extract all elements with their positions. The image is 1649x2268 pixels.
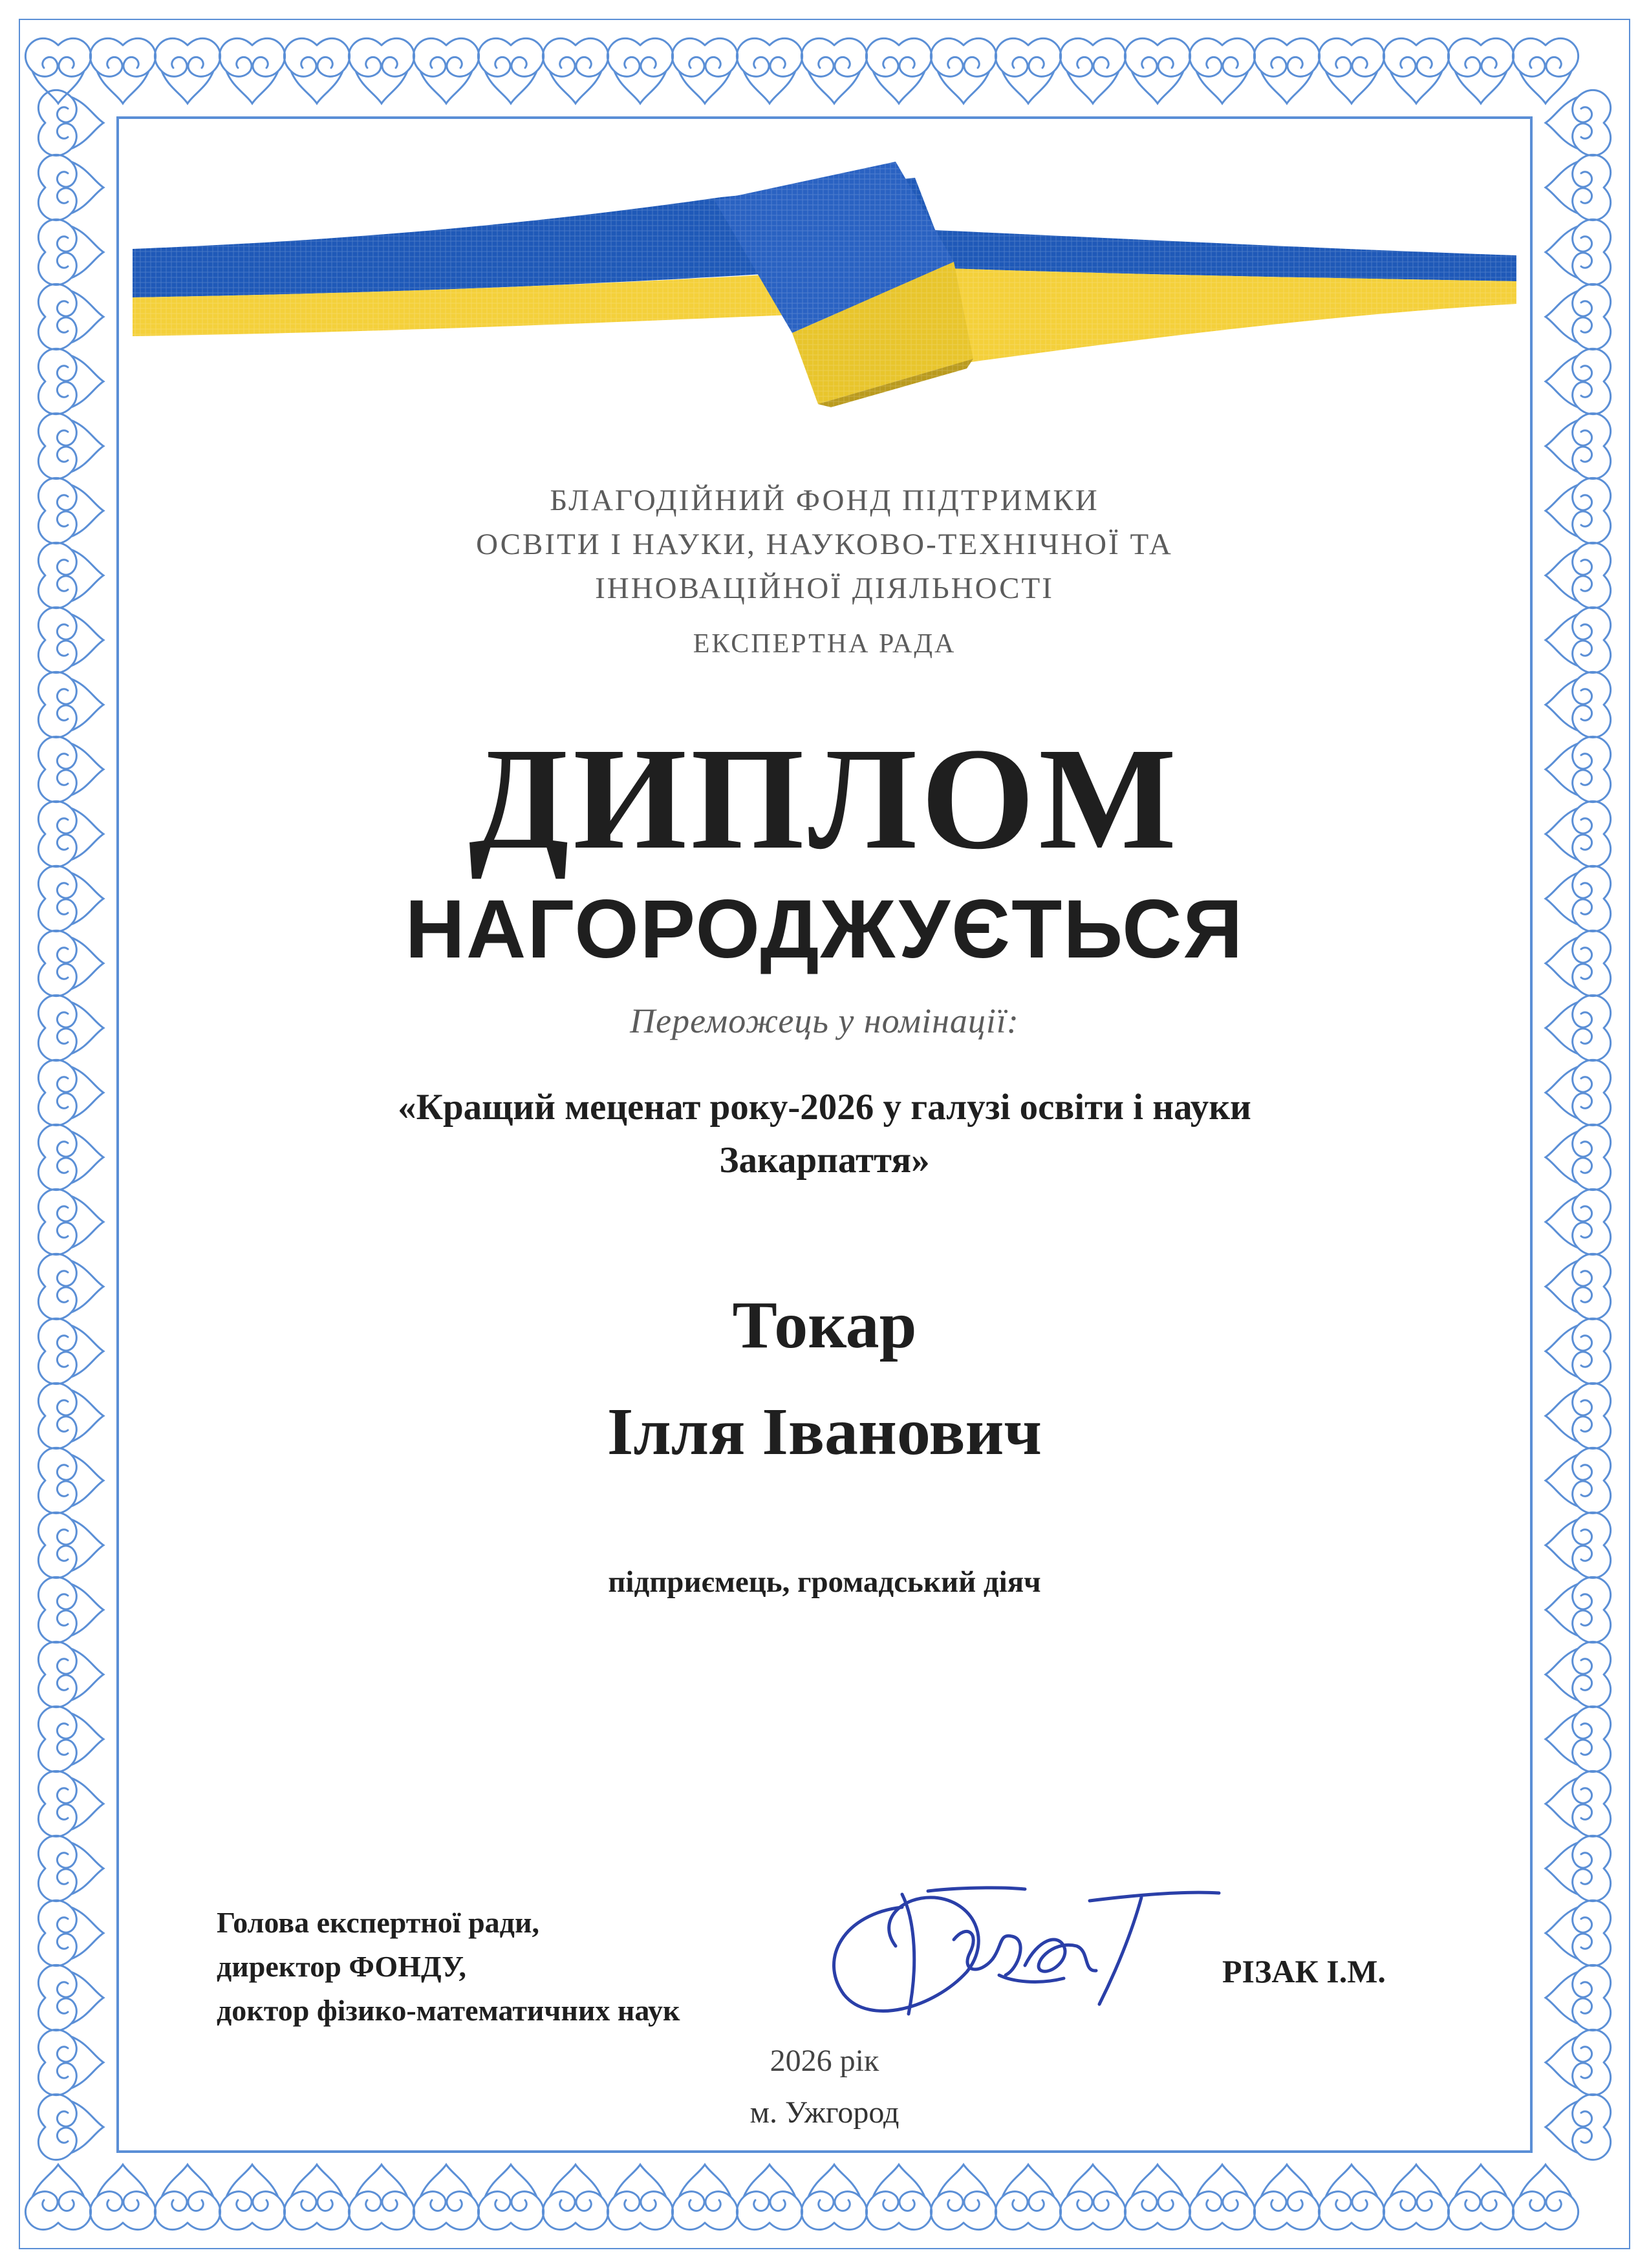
- recipient-role: підприємець, громадський діяч: [608, 1565, 1041, 1599]
- recipient-given-names: Ілля Іванович: [607, 1395, 1042, 1469]
- nomination-line-1: «Кращий меценат року-2026 у галузі освіти і науки: [398, 1087, 1251, 1128]
- ukrainian-flag-ribbon-icon: [133, 145, 1516, 423]
- expert-council-label: ЕКСПЕРТНА РАДА: [693, 629, 956, 659]
- organization-line-2: ОСВІТИ І НАУКИ, НАУКОВО-ТЕХНІЧНОЇ ТА: [476, 528, 1173, 561]
- signatory-title-line-3: доктор фізико-математичних наук: [217, 1994, 680, 2027]
- signatory-title-line-1: Голова експертної ради,: [217, 1906, 539, 1939]
- nomination-label: Переможець у номінації:: [630, 1001, 1019, 1040]
- issue-year: 2026 рік: [770, 2044, 879, 2078]
- signatory-title-line-2: директор ФОНДУ,: [217, 1950, 466, 1983]
- organization-line-3: ІННОВАЦІЙНОЇ ДІЯЛЬНОСТІ: [595, 572, 1054, 605]
- signatory-name: РІЗАК І.М.: [1222, 1953, 1386, 1989]
- awarded-heading: НАГОРОДЖУЄТЬСЯ: [405, 883, 1244, 976]
- nomination-text: [0, 1081, 1649, 1187]
- organization-line-1: БЛАГОДІЙНИЙ ФОНД ПІДТРИМКИ: [550, 484, 1099, 517]
- issue-city: м. Ужгород: [749, 2095, 900, 2130]
- handwritten-signature-icon: [805, 1862, 1225, 2037]
- recipient-surname: Токар: [732, 1288, 917, 1362]
- signatory-title: [217, 1901, 680, 2033]
- nomination-line-2: Закарпаття»: [719, 1140, 930, 1181]
- diploma-title: ДИПЛОМ: [468, 718, 1181, 879]
- organization-name: [0, 478, 1649, 610]
